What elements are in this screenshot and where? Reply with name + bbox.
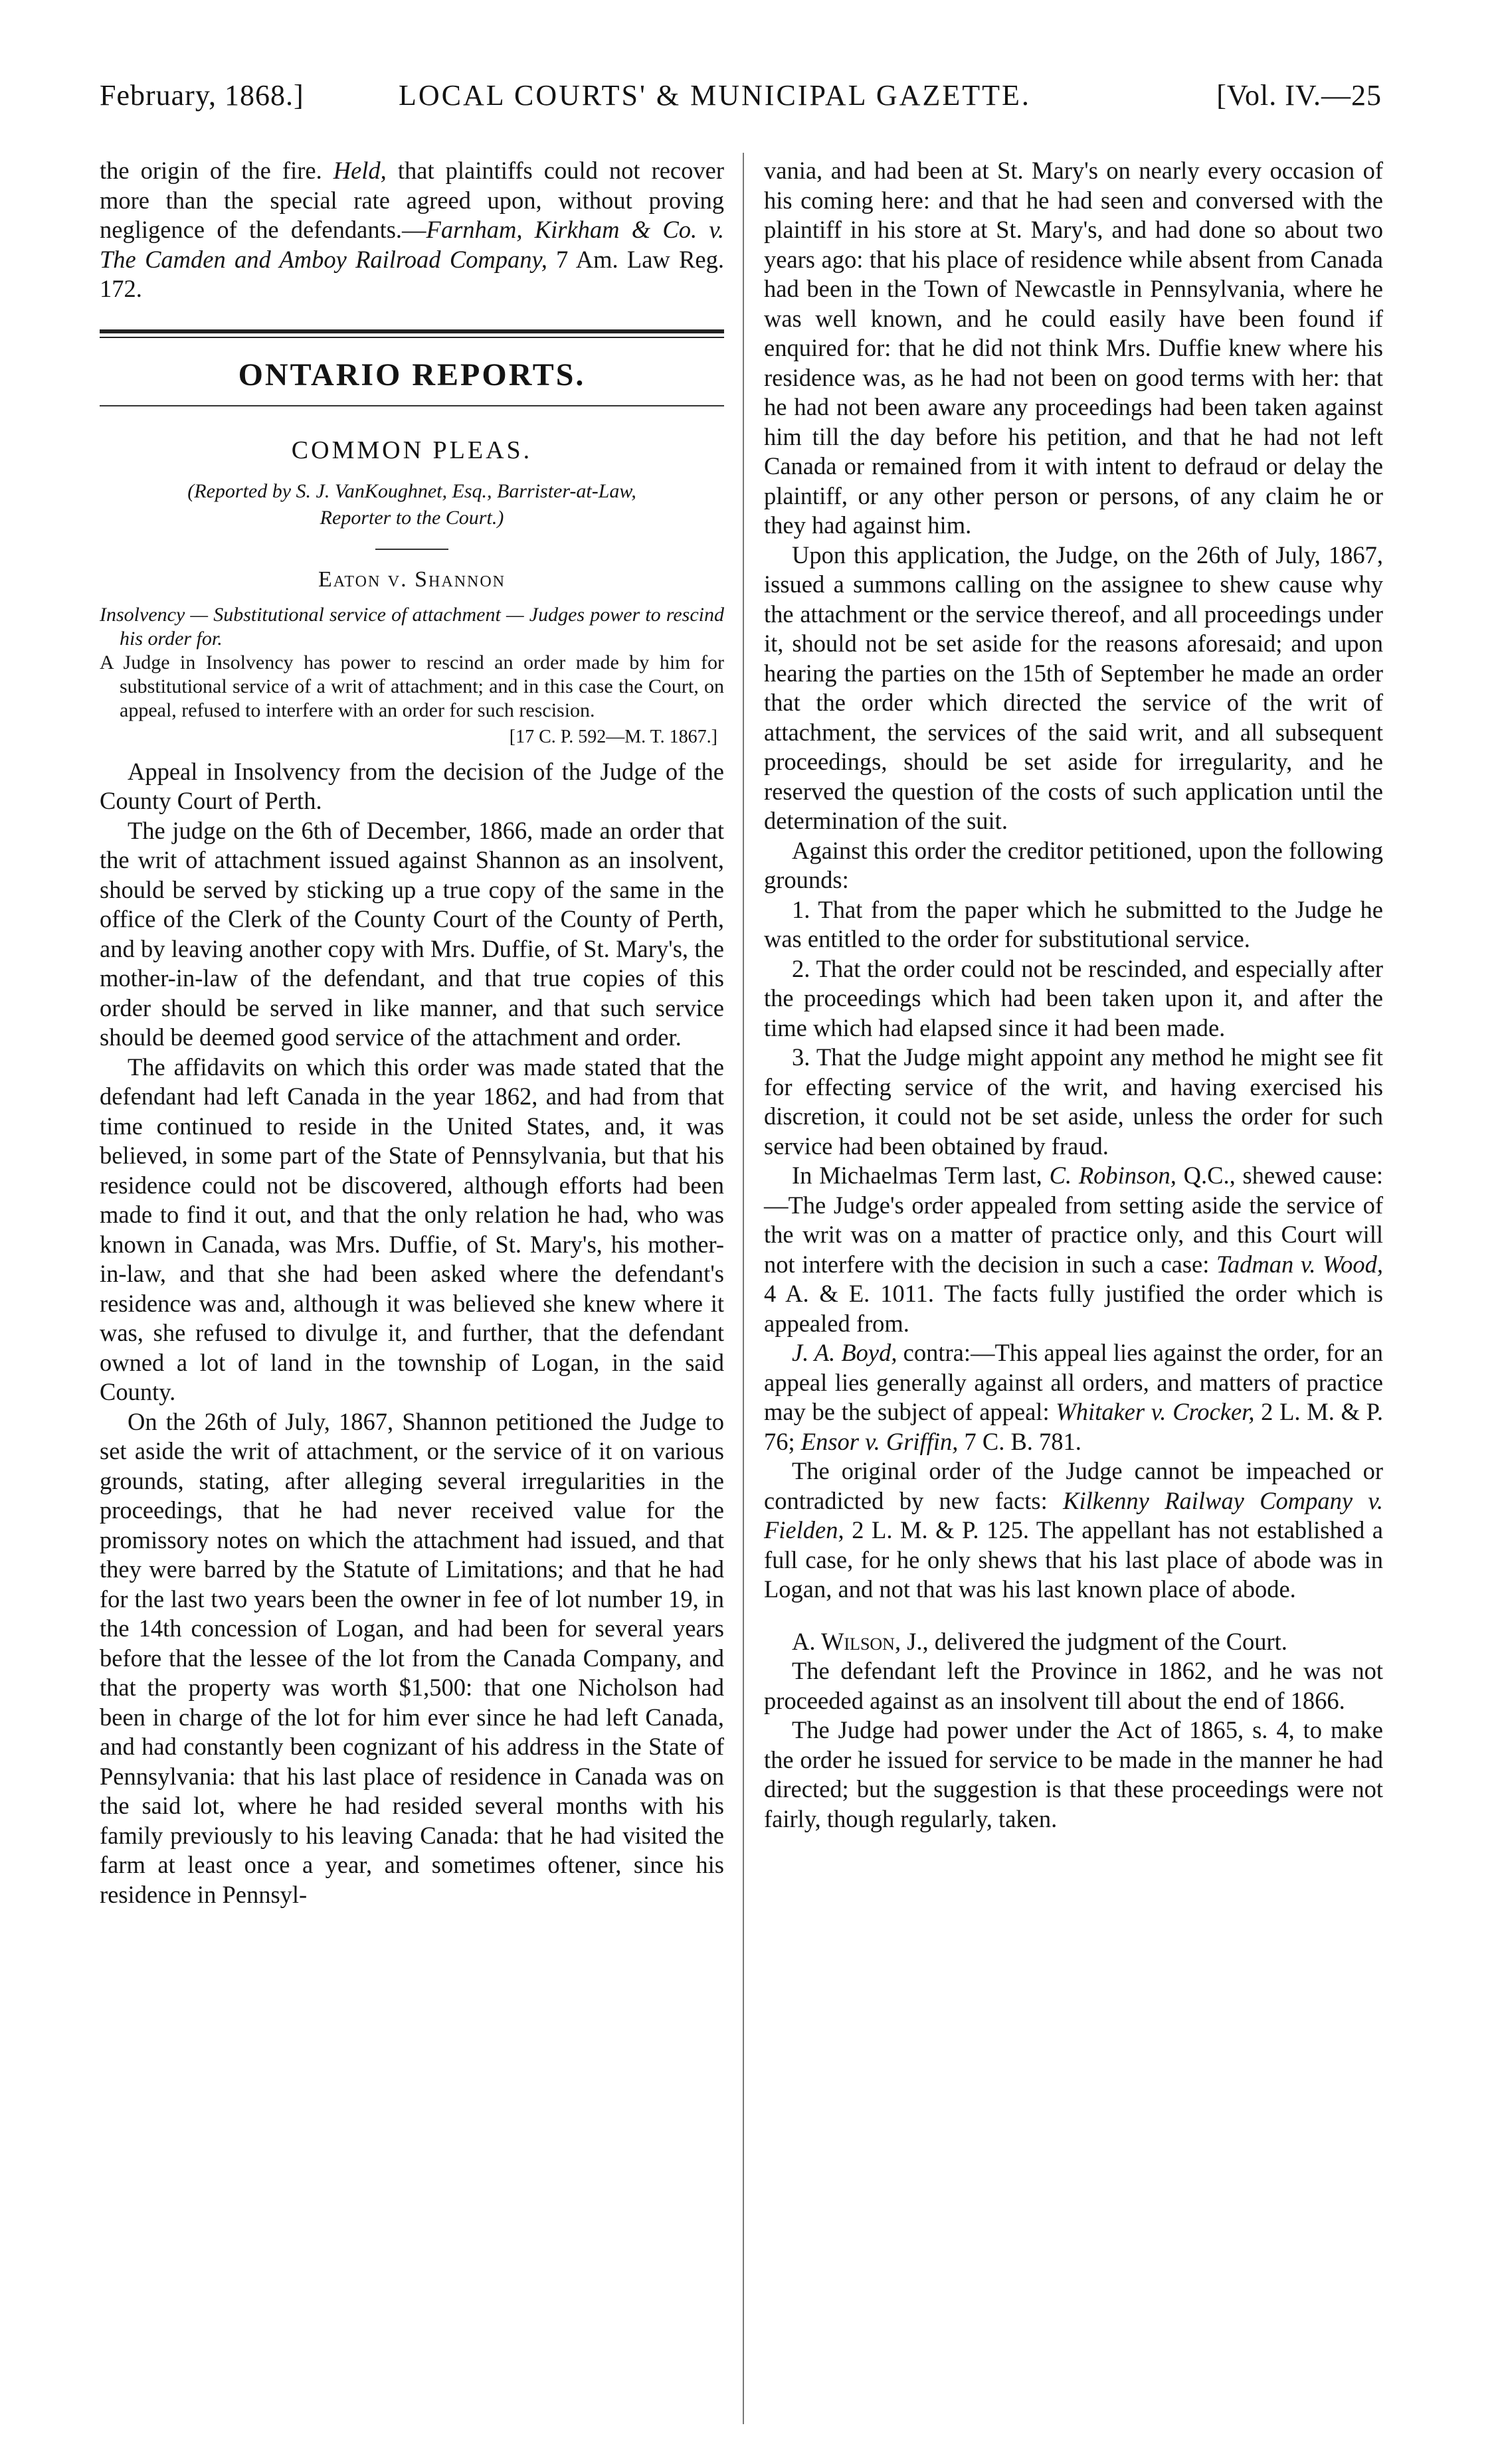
case-reference: Farnham, Kirkham & Co. v. The Camden and Amboy Railroad Company, [100,216,724,273]
case-title: Eaton v. Shannon [318,567,506,592]
body-paragraph: Appeal in Insolvency from the decision of the Judge of the County Court of Perth. [100,757,724,814]
intro-paragraph: the origin of the fire. Held, that plaintiffs could not recover more than the special rate agreed upon, without proving negligence of the defendants.—Farnham, Kirkham & Co. v. The Camden and Amboy Railroad Company, 7 Am. Law Reg. 172. [100,157,724,302]
left-column [100,156,724,1909]
body-paragraph: vania, and had been at St. Mary's on nearly every occasion of his coming here: and that he had seen and conversed with the plaintiff in his store at St. Mary's, and had done so about two years ago: that his place of residence while absent from Canada had been in the Town of Newcastle in Pennsylvania, where he was well known, and he could easily have been found if enquired for: that he did not think Mrs. Duffie knew where his residence was, as he had not been on good terms with her: that he had not been aware any proceedings had been taken against him till the day before his petition, and that he had not left Canada or remained from it with intent to defraud or delay the plaintiff, or any other person or persons, of any claim he or they had against him. [764,157,1383,539]
ground-item: 1. That from the paper which he submitted to the Judge he was entitled to the order for substitutional service. [764,895,1383,952]
headnote-subject: Insolvency — Substitutional service of attachment — Judges power to rescind his order for. [100,603,724,650]
court-name: COMMON PLEAS. [291,436,533,464]
case-reference: Tadman v. Wood, [1216,1250,1383,1278]
ground-item: 2. That the order could not be rescinded, and especially after the proceedings which had been taken upon it, and after the time which had elapsed since it had been made. [764,954,1383,1041]
publication-title: LOCAL COURTS' & MUNICIPAL GAZETTE. [399,79,1031,112]
ground-item: 3. That the Judge might appoint any method he might see fit for effecting service of the writ, and having exercised his discretion, it could not be set aside, unless the order for such service had been obtained by fraud. [764,1043,1383,1160]
case-reference: Kilkenny Railway Company v. Fielden, [764,1486,1384,1543]
section-rule-thin [100,405,724,406]
body-paragraph: The judge on the 6th of December, 1866, made an order that the writ of attachment issued against Shannon as an insolvent, should be served by sticking up a true copy of the same in the office of the Clerk of the County Court of the County of Perth, and by leaving another copy with Mrs. Duffie, of St. Mary's, the mother-in-law of the defendant, and that true copies of this order should be served in like manner, and that such service should be deemed good service of the attachment and order. [100,816,724,1051]
case-reference: Ensor v. Griffin, [800,1427,959,1455]
column-divider [743,153,744,2424]
headnote-summary: A Judge in Insolvency has power to rescind an order made by him for substitutional service of a writ of attachment; and in this case the Court, on appeal, refused to interfere with an order for such rescision. [100,651,724,721]
body-paragraph: In Michaelmas Term last, C. Robinson, Q.C., shewed cause:—The Judge's order appealed from setting aside the service of the writ was on a matter of practice only, and this Court will not interfere with the decision in such a case: Tadman v. Wood, 4 A. & E. 1011. The facts fully justified the order which is appealed from. [764,1162,1383,1337]
section-rule [100,329,724,338]
volume-page: [Vol. IV.—25 [1216,79,1382,112]
issue-date: February, 1868.] [100,79,304,112]
body-paragraph: The defendant left the Province in 1862, and he was not proceeded against as an insolvent till about the end of 1866. [764,1657,1383,1714]
body-paragraph: The affidavits on which this order was made stated that the defendant had left Canada in the year 1862, and had from that time continued to reside in the United States, and, it was believed, in some part of the State of Pennsylvania, but that his residence could not be discovered, although efforts had been made to find it out, and that the only relation he had, who was known in Canada, was Mrs. Duffie, of St. Mary's, his mother-in-law, and that she had been asked where the defendant's residence was and, although it was believed she knew where it was, she refused to divulge it, and further, that the defendant owned a lot of land in the township of Logan, in the said County. [100,1053,724,1405]
page-header [100,78,1382,132]
spacer [764,1605,1383,1627]
body-paragraph: The Judge had power under the Act of 1865, s. 4, to make the order he issued for service to be made in the manner he had directed; but the suggestion is that these proceedings were not fairly, though regularly, taken. [764,1716,1383,1832]
body-paragraph: The original order of the Judge cannot be impeached or contradicted by new facts: Kilkenny Railway Company v. Fielden, 2 L. M. & P. 125. The appellant has not established a full case, for he only shews that his last place of abode was in Logan, and not that was his last known place of abode. [764,1457,1384,1603]
body-paragraph: On the 26th of July, 1867, Shannon petitioned the Judge to set aside the writ of attachment, or the service of it on various grounds, stating, after alleging several irregularities in the proceedings, that he had never received value for the promissory notes on which the attachment had issued, and that they were barred by the Statute of Limitations; and that he had for the last two years been the owner in fee of lot number 19, in the 14th concession of Logan, and had been for several years before that the lessee of the lot from the Canada Company, and that the property was worth $1,500: that one Nicholson had been in charge of the lot for him ever since he had left Canada, and had constantly been cognizant of his address in the State of Pennsylvania: that his last place of residence in Canada was on the said lot, where he had resided several months with his family previously to his leaving Canada: that he had visited the farm at least once a year, and sometimes oftener, since his residence in Pennsyl- [100,1407,724,1908]
judgment-intro: A. Wilson, J., delivered the judgment of the Court. [792,1627,1287,1655]
body-paragraph: J. A. Boyd, contra:—This appeal lies against the order, for an appeal lies generally against all orders, and matters of practice may be the subject of appeal: Whitaker v. Crocker, 2 L. M. & P. 76; Ensor v. Griffin, 7 C. B. 781. [764,1339,1383,1455]
body-paragraph: Against this order the creditor petitioned, upon the following grounds: [764,836,1383,893]
short-rule [375,549,448,550]
case-citation: [17 C. P. 592—M. T. 1867.] [509,726,717,747]
case-reference: Whitaker v. Crocker, [1056,1398,1255,1425]
section-title: ONTARIO REPORTS. [238,357,586,393]
reporter-line: (Reported by S. J. VanKoughnet, Esq., Barrister-at-Law, Reporter to the Court.) [187,480,636,529]
right-column [764,156,1383,1834]
body-paragraph: Upon this application, the Judge, on the 26th of July, 1867, issued a summons calling on the assignee to shew cause why the attachment or the service thereof, and all proceedings under it, should not be set aside for the reasons aforesaid; and upon hearing the parties on the 15th of September he made an order that the order which directed the service of the writ of attachment, the services of the said writ, and all subsequent proceedings, should be set aside for irregularity, and he reserved the question of the costs of such application until the determination of the suit. [764,541,1383,834]
